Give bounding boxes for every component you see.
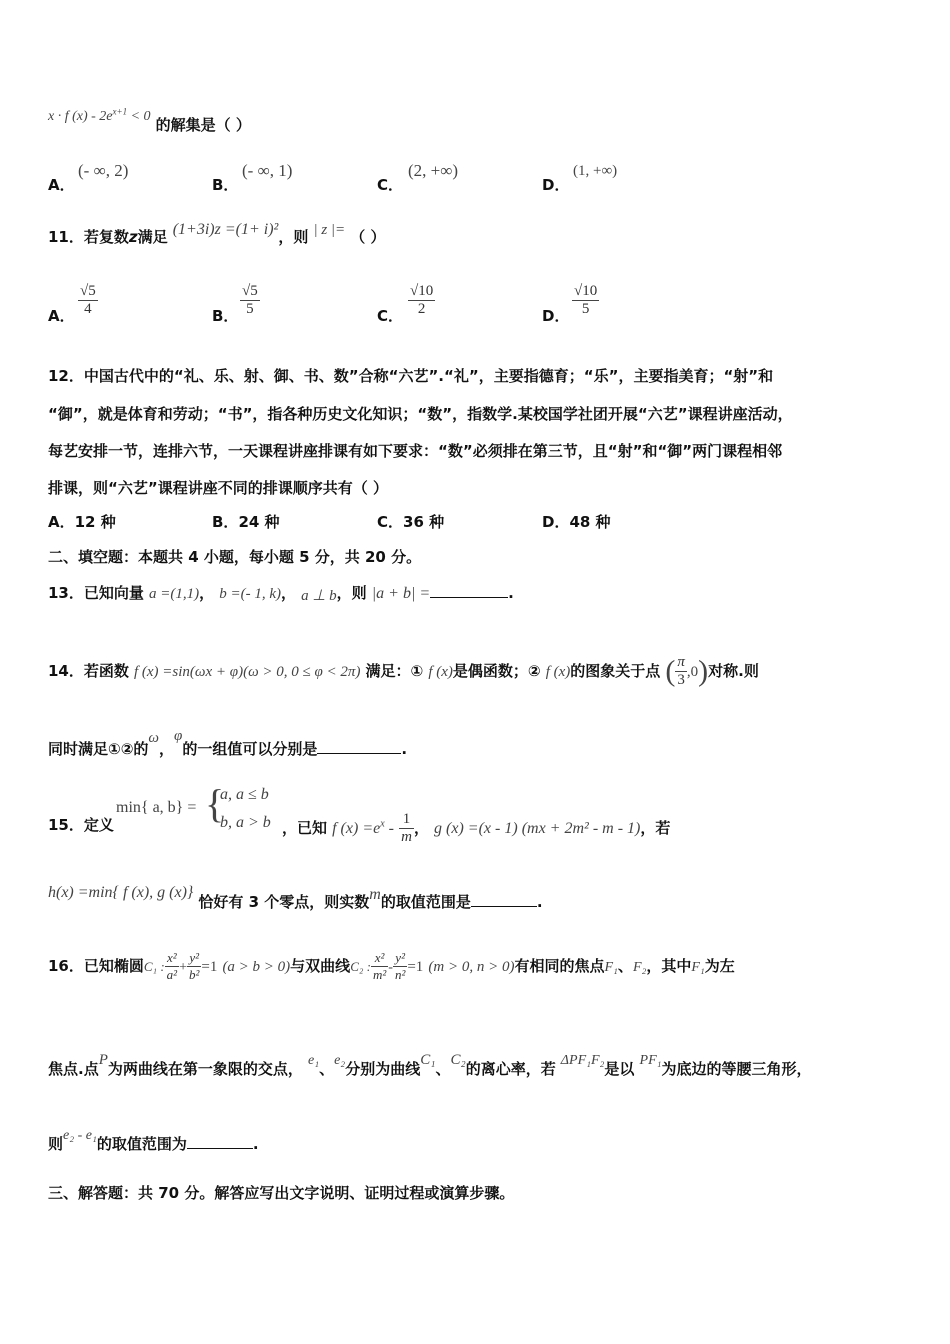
- q15-text: 的取值范围是: [380, 893, 471, 911]
- q11-then: ，则: [278, 228, 309, 246]
- q15-case-1: a, a ≤ b: [220, 786, 269, 803]
- q11-option-d: D．: [542, 307, 570, 325]
- q16-eq2: =1: [407, 959, 424, 975]
- q13-vector-a: a =(1,1): [148, 586, 200, 602]
- q16-end: .: [252, 1135, 259, 1153]
- q11-option-c-value: $\frac{√10}{2}$: [410, 283, 434, 317]
- q13-magnitude: |a + b| =: [371, 585, 431, 602]
- q16-text: 为底边的等腰三角形，: [661, 1060, 812, 1078]
- q13-end: .: [508, 584, 514, 602]
- q11-var: z: [128, 228, 138, 246]
- q16-text: 的离心率，若: [465, 1060, 556, 1078]
- q16-cond1: (a > b > 0): [222, 959, 291, 975]
- q10-text: 的解集是（ ）: [155, 116, 251, 134]
- q14-end: .: [401, 740, 408, 758]
- q16-line-2: [48, 1048, 812, 1078]
- q14-text: 同时满足①②的: [48, 740, 149, 758]
- section-3-heading: 三、解答题：共 70 分。解答应写出文字说明、证明过程或演算步骤。: [48, 1184, 515, 1202]
- q12-option-d: D．48 种: [542, 513, 611, 531]
- q10-option-a-value: (- ∞, 2): [78, 161, 129, 180]
- q16-line-1: [48, 950, 735, 983]
- q14-line-2: [48, 728, 408, 759]
- q14-prefix: 14．若函数: [48, 662, 129, 680]
- q14-function: f (x) =sin(ωx + φ)(ω > 0, 0 ≤ φ < 2π): [133, 664, 361, 680]
- q16-plus: +: [179, 960, 187, 975]
- q16-prefix: 16．已知椭圆: [48, 957, 144, 975]
- q11-option-b-value: $\frac{√5}{5}$: [242, 283, 258, 317]
- q16-frac-y2-b2: $\frac{\text{y²}}{\text{b²}}$: [188, 950, 200, 982]
- q11-mid: 满足: [137, 228, 168, 246]
- q10-math: x · f $(x) - 2e^{x+1} < 0$: [48, 106, 151, 124]
- q14-point-fraction: $\frac{\pi}{3}$: [677, 654, 685, 688]
- q16-text: 是以: [604, 1060, 635, 1078]
- q13-then: ，则: [336, 584, 367, 602]
- q16-c1: C₁ :: [143, 959, 165, 974]
- q16-triangle: ΔPF₁F₂: [560, 1053, 605, 1068]
- q13-prefix: 13．已知向量: [48, 584, 144, 602]
- q14-fx: f (x): [545, 664, 571, 680]
- q16-e1: e₁: [307, 1053, 320, 1068]
- q14-line-1: [48, 654, 759, 689]
- q15-m: m: [369, 886, 381, 903]
- q11-stem: [48, 221, 386, 247]
- q11-paren: （ ）: [350, 228, 386, 246]
- q14-paren-right: ): [698, 654, 709, 688]
- q16-f2: F₂: [632, 960, 647, 975]
- q11-option-a: A．: [48, 307, 75, 325]
- q16-c2: C₂ :: [350, 959, 371, 974]
- q13-perp: a ⊥ b: [301, 588, 337, 604]
- q10-stem: [48, 104, 251, 134]
- q11-option-c: C．: [377, 307, 404, 325]
- q16-text: 有相同的焦点: [514, 957, 605, 975]
- q10-option-d-value: (1, +∞): [573, 163, 618, 179]
- q12-line-1: 12．中国古代中的“礼、乐、射、御、书、数”合称“六艺”.“礼”，主要指德育；“乐”，主要指美育；“射”和: [48, 367, 774, 385]
- q15-case-2: b, a > b: [220, 814, 271, 831]
- q16-frac-y2-n2: $\frac{\text{y²}}{\text{n²}}$: [394, 950, 406, 982]
- q15-line-1: [48, 784, 114, 844]
- q12-line-2: “御”，就是体育和劳动；“书”，指各种历史文化知识；“数”，指数学.某校国学社团开展“六艺”课程讲座活动，: [48, 405, 793, 423]
- q10-option-b: B．: [212, 176, 239, 194]
- q16-dun: 、: [435, 1060, 451, 1078]
- q12-line-3: 每艺安排一节，连排六节，一天课程讲座排课有如下要求：“数”必须排在第三节，且“射”和“御”两门课程相邻: [48, 442, 783, 460]
- q16-minus: -: [388, 960, 393, 975]
- q15-min-def: min{ a, b} =: [116, 799, 197, 816]
- q15-line-2: [48, 884, 543, 911]
- q14-omega: ω: [148, 730, 159, 746]
- q13-sep: ，: [199, 584, 215, 602]
- q15-line-1b: [282, 811, 670, 846]
- q16-text: 为左: [704, 957, 735, 975]
- q12-option-c: C．36 种: [377, 513, 445, 531]
- q15-text: ，若: [640, 819, 671, 837]
- q13-stem: [48, 582, 514, 603]
- q10-option-c-value: (2, +∞): [408, 161, 459, 180]
- q14-text: 对称.则: [708, 662, 759, 680]
- q14-text: 满足：①: [365, 662, 424, 680]
- q14-text: 是偶函数；②: [452, 662, 541, 680]
- q16-text: 分别为曲线: [345, 1060, 421, 1078]
- q13-sep: ，: [280, 584, 296, 602]
- q15-sep: ，: [413, 819, 429, 837]
- q16-frac-x2-m2: $\frac{\text{x²}}{\text{m²}}$: [372, 950, 387, 982]
- q16-curve-c1: C₁: [420, 1052, 436, 1068]
- q16-frac-x2-a2: $\frac{\text{x²}}{\text{a²}}$: [166, 950, 178, 982]
- q15-text: ，已知: [282, 819, 328, 837]
- q14-point-tail: ,0: [686, 664, 699, 680]
- q11-abs: | z |=: [313, 222, 346, 238]
- q15-answer-blank: [471, 906, 537, 907]
- q12-option-a: A．12 种: [48, 513, 116, 531]
- q10-option-c: C．: [377, 176, 404, 194]
- q11-option-a-value: $\frac{√5}{4}$: [80, 283, 96, 317]
- q14-text: 的图象关于点: [570, 662, 661, 680]
- q14-phi: φ: [174, 728, 183, 744]
- q14-answer-blank: [317, 753, 401, 754]
- q16-line-3: [48, 1123, 259, 1153]
- q15-end: .: [536, 893, 543, 911]
- q15-gx: g (x) =(x - 1) (mx + 2m² - m - 1): [434, 820, 641, 837]
- q16-answer-blank: [187, 1148, 253, 1149]
- q16-dun: 、: [617, 957, 633, 975]
- q11-prefix: 11．若复数: [48, 228, 129, 246]
- q15-fx-fraction: $\frac{1}{m}$: [401, 811, 412, 845]
- q16-text: 则: [48, 1135, 64, 1153]
- q14-fx: f (x): [428, 664, 453, 680]
- q15-hx: h(x) =min{ f (x), g (x)}: [48, 884, 194, 901]
- q16-text: 焦点.点: [48, 1060, 99, 1078]
- q11-option-b: B．: [212, 307, 239, 325]
- q16-text: 为两曲线在第一象限的交点，: [107, 1060, 303, 1078]
- q16-dun: 、: [319, 1060, 335, 1078]
- q14-paren-left: (: [665, 654, 676, 688]
- q16-diff: e₂ - e₁: [63, 1128, 97, 1143]
- q16-f1: F₁: [604, 960, 618, 975]
- q15-fx: f $(x) =e^x$ -: [332, 818, 394, 837]
- section-2-heading: 二、填空题：本题共 4 小题，每小题 5 分，共 20 分。: [48, 548, 422, 566]
- q12-option-b: B．24 种: [212, 513, 280, 531]
- q15-brace: {: [205, 781, 225, 826]
- q11-option-d-value: $\frac{√10}{5}$: [574, 283, 598, 317]
- q12-line-4: 排课，则“六艺”课程讲座不同的排课顺序共有（ ）: [48, 479, 388, 497]
- q15-text: 恰好有 3 个零点，则实数: [198, 893, 370, 911]
- q16-text: ，其中: [646, 957, 692, 975]
- q16-eq1: =1: [201, 959, 218, 975]
- q16-e2: e₂: [334, 1053, 346, 1068]
- q10-option-d: D．: [542, 176, 570, 194]
- q16-pf1: PF₁: [639, 1053, 662, 1068]
- q16-cond2: (m > 0, n > 0): [428, 959, 515, 975]
- q16-text: 的取值范围为: [96, 1135, 187, 1153]
- q16-text: 与双曲线: [290, 957, 351, 975]
- q14-comma: ，: [159, 740, 175, 758]
- q11-equation: (1+3i)z =(1+ i)²: [172, 221, 279, 238]
- q16-p: P: [98, 1052, 108, 1068]
- q16-curve-c2: C₂: [450, 1052, 466, 1068]
- q13-answer-blank: [430, 597, 508, 598]
- q14-text: 的一组值可以分别是: [182, 740, 318, 758]
- q15-prefix: 15．定义: [48, 816, 114, 834]
- q10-option-a: A．: [48, 176, 75, 194]
- q16-f1: F₁: [691, 960, 705, 975]
- q13-vector-b: b =(- 1, k): [219, 586, 281, 602]
- q10-option-b-value: (- ∞, 1): [242, 161, 293, 180]
